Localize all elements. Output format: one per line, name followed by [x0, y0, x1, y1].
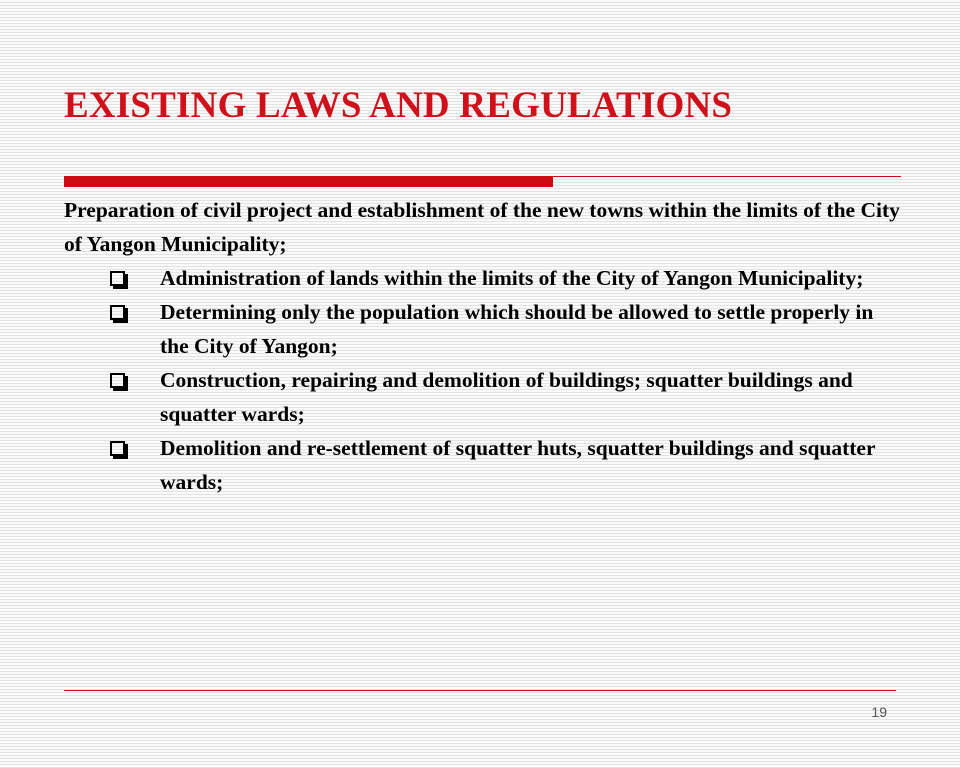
- list-item-text: Administration of lands within the limits of the City of Yangon Municipality;: [160, 266, 864, 290]
- hollow-square-bullet-icon: [110, 305, 125, 320]
- list-item: [64, 431, 904, 499]
- hollow-square-bullet-icon: [110, 441, 125, 456]
- list-item: [64, 295, 904, 363]
- intro-paragraph: Preparation of civil project and establishment of the new towns within the limits of the City of Yangon Municipality;: [64, 198, 900, 256]
- slide-title: EXISTING LAWS AND REGULATIONS: [64, 85, 733, 126]
- hollow-square-bullet-icon: [110, 373, 125, 388]
- list-item-text: Determining only the population which should be allowed to settle properly in the City of Yangon;: [160, 300, 874, 358]
- title-divider-thin: [553, 176, 901, 177]
- footer-divider: [64, 690, 896, 691]
- list-item-text: Demolition and re-settlement of squatter huts, squatter buildings and squatter wards;: [160, 436, 876, 494]
- hollow-square-bullet-icon: [110, 271, 125, 286]
- page-number: 19: [871, 704, 887, 720]
- slide-body: [64, 193, 904, 499]
- list-item-text: Construction, repairing and demolition of buildings; squatter buildings and squatter wards;: [160, 368, 853, 426]
- title-divider-thick: [64, 176, 553, 187]
- bullet-list: [64, 261, 904, 499]
- list-item: [64, 261, 904, 295]
- list-item: [64, 363, 904, 431]
